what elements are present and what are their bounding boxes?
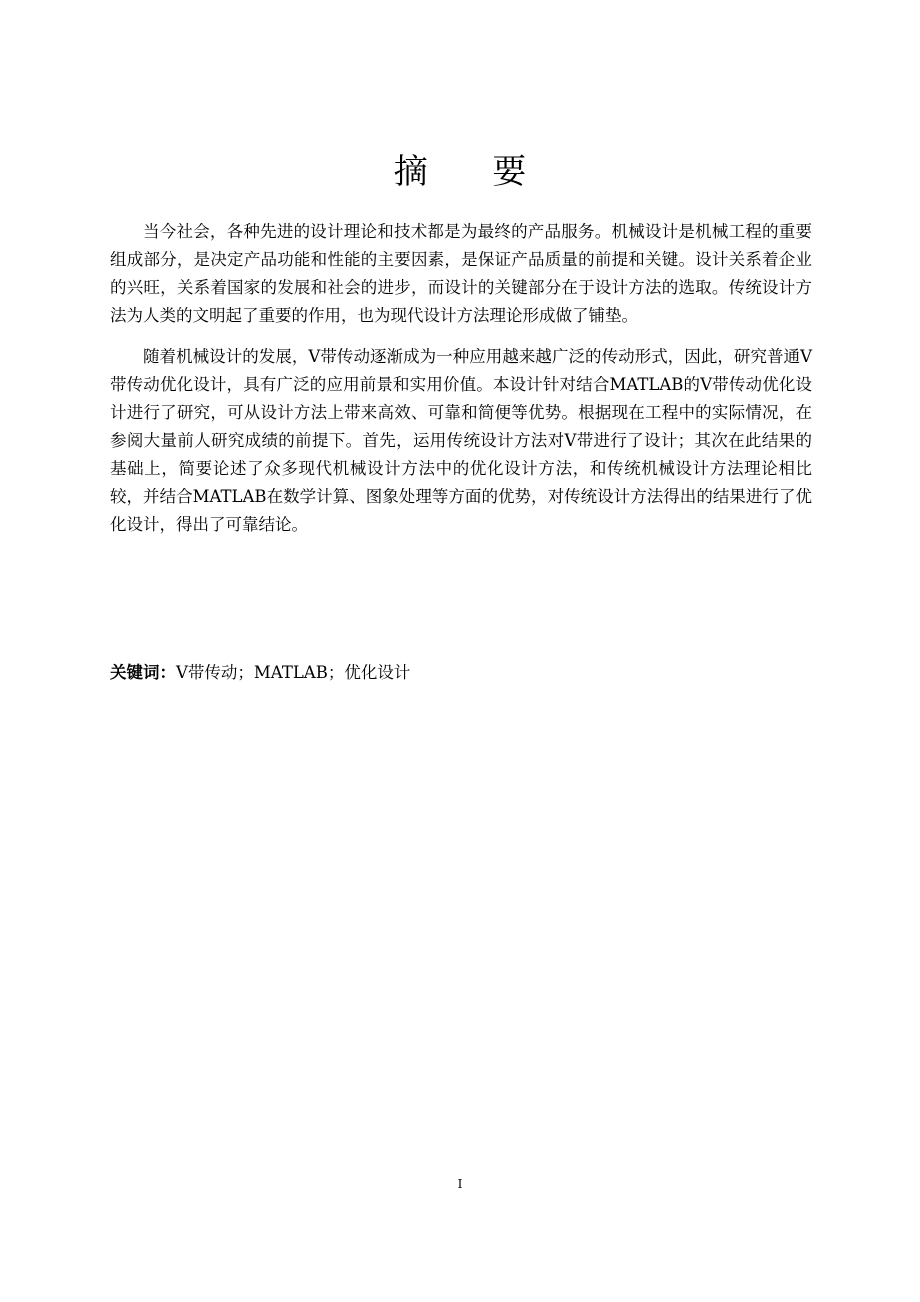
abstract-paragraph-1: 当今社会，各种先进的设计理论和技术都是为最终的产品服务。机械设计是机械工程的重要组成部分，是决定产品功能和性能的主要因素，是保证产品质量的前提和关键。设计关系着企业的兴旺，关系着国家的发展和社会的进步，而设计的关键部分在于设计方法的选取。传统设计方法为人类的文明起了重要的作用，也为现代设计方法理论形成做了铺垫。 [110, 222, 812, 325]
abstract-paragraph-2: 随着机械设计的发展，V带传动逐渐成为一种应用越来越广泛的传动形式，因此，研究普通V带传动优化设计，具有广泛的应用前景和实用价值。本设计针对结合MATLAB的V带传动优化设计进行了研究，可从设计方法上带来高效、可靠和简便等优势。根据现在工程中的实际情况，在参阅大量前人研究成绩的前提下。首先，运用传统设计方法对V带进行了设计；其次在此结果的基础上，简要论述了众多现代机械设计方法中的优化设计方法，和传统机械设计方法理论相比较，并结合MATLAB在数学计算、图象处理等方面的优势，对传统设计方法得出的结果进行了优化设计，得出了可靠结论。 [110, 347, 812, 534]
keywords-label: 关键词： [110, 663, 176, 682]
page-title: 摘要 [393, 152, 591, 192]
keywords-line [110, 659, 812, 687]
abstract-body [110, 218, 812, 539]
page-number: I [457, 1177, 463, 1191]
keywords-value: V带传动；MATLAB；优化设计 [176, 663, 411, 682]
